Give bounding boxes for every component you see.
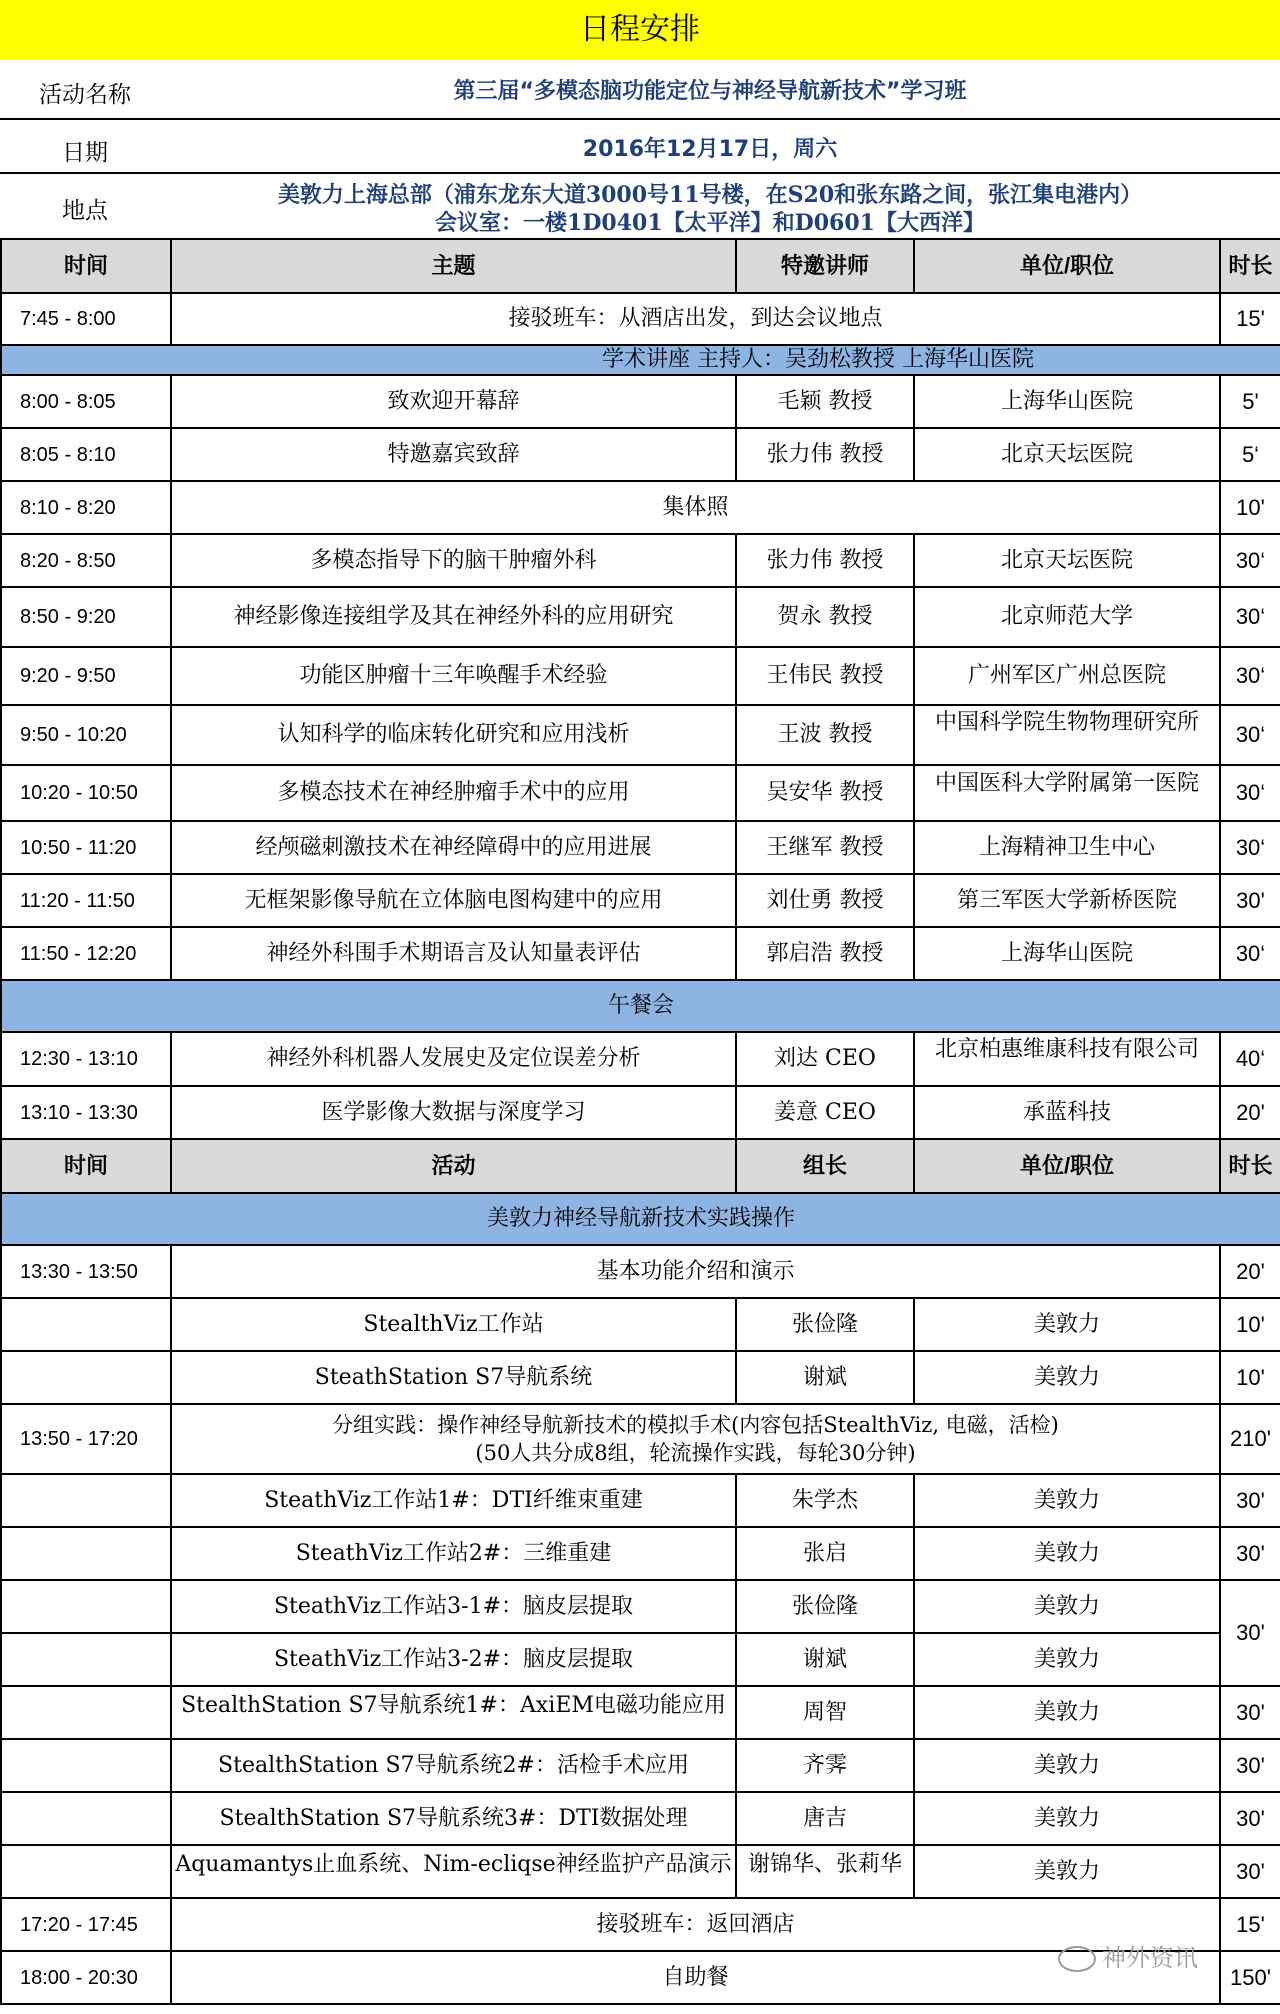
row-speaker: 郭启浩 教授 [736, 927, 914, 980]
table-row [1, 705, 1280, 765]
row-duration: 10' [1220, 1351, 1280, 1404]
row-time: 8:50 - 9:20 [1, 587, 171, 647]
row-duration: 5‘ [1220, 428, 1280, 481]
header-duration: 时长 [1220, 239, 1280, 293]
row-speaker: 贺永 教授 [736, 587, 914, 647]
table-row [1, 874, 1280, 927]
header-activity: 活动 [171, 1139, 736, 1193]
row-topic-text: Aquamantys止血系统、Nim-ecliqse神经监护产品演示 [175, 1851, 732, 1877]
header-topic: 主题 [171, 239, 736, 293]
row-duration: 30' [1220, 1474, 1280, 1527]
header-time: 时间 [1, 239, 171, 293]
page-title: 日程安排 [0, 0, 1280, 60]
header-unit: 单位/职位 [914, 239, 1220, 293]
row-speaker: 谢斌 [736, 1351, 914, 1404]
row-unit: 上海华山医院 [914, 375, 1220, 428]
row-unit: 美敦力 [914, 1792, 1220, 1845]
row-topic [171, 1686, 736, 1739]
row-speaker: 吴安华 教授 [736, 765, 914, 821]
table-row [1, 1086, 1280, 1139]
row-time: 10:50 - 11:20 [1, 821, 171, 874]
row-duration: 15' [1220, 293, 1280, 345]
row-unit [914, 765, 1220, 821]
row-time [1, 1739, 171, 1792]
row-unit: 美敦力 [914, 1739, 1220, 1792]
row-topic: 神经外科机器人发展史及定位误差分析 [171, 1032, 736, 1086]
row-speaker: 张启 [736, 1527, 914, 1580]
row-speaker: 周智 [736, 1686, 914, 1739]
section-lecture-title: 学术讲座 主持人：吴劲松教授 上海华山医院 [1, 345, 1280, 375]
group-line2: (50人共分成8组，轮流操作实践，每轮30分钟) [475, 1441, 916, 1465]
row-speaker: 王继军 教授 [736, 821, 914, 874]
row-unit: 北京师范大学 [914, 587, 1220, 647]
row-duration: 30‘ [1220, 534, 1280, 587]
table-row [1, 1474, 1280, 1527]
row-speaker: 毛颖 教授 [736, 375, 914, 428]
table-row [1, 1351, 1280, 1404]
row-duration: 30‘ [1220, 647, 1280, 705]
row-speaker: 朱学杰 [736, 1474, 914, 1527]
row-topic: SteathStation S7导航系统 [171, 1351, 736, 1404]
date-label: 日期 [62, 140, 108, 166]
row-time [1, 1298, 171, 1351]
row-topic: 功能区肿瘤十三年唤醒手术经验 [171, 647, 736, 705]
table-row [1, 765, 1280, 821]
row-time: 18:00 - 20:30 [1, 1951, 171, 2004]
table-row [1, 1633, 1280, 1686]
row-unit: 美敦力 [914, 1845, 1220, 1898]
header-time: 时间 [1, 1139, 171, 1193]
place-line1: 美敦力上海总部（浦东龙东大道3000号11号楼，在S20和张东路之间，张江集电港内） [277, 182, 1143, 208]
row-unit: 美敦力 [914, 1298, 1220, 1351]
row-time: 13:30 - 13:50 [1, 1245, 171, 1298]
table-row [1, 534, 1280, 587]
row-duration: 10' [1220, 1298, 1280, 1351]
section-lecture [1, 345, 1280, 375]
row-time: 10:20 - 10:50 [1, 765, 171, 821]
activity-name-row [0, 60, 1280, 120]
row-time [1, 1580, 171, 1633]
row-time: 9:50 - 10:20 [1, 705, 171, 765]
table-row [1, 1739, 1280, 1792]
row-activity: 接驳班车：返回酒店 [171, 1898, 1220, 1951]
activity-name-label: 活动名称 [39, 82, 131, 108]
row-unit: 广州军区广州总医院 [914, 647, 1220, 705]
row-time: 8:10 - 8:20 [1, 481, 171, 534]
row-duration: 40‘ [1220, 1032, 1280, 1086]
row-speaker: 刘仕勇 教授 [736, 874, 914, 927]
row-topic: StealthViz工作站 [171, 1298, 736, 1351]
wechat-icon [1058, 1946, 1096, 1972]
table-row [1, 1298, 1280, 1351]
table-header [1, 239, 1280, 293]
row-topic: 医学影像大数据与深度学习 [171, 1086, 736, 1139]
row-duration: 30' [1220, 1580, 1280, 1686]
row-unit: 北京天坛医院 [914, 428, 1220, 481]
row-unit: 上海精神卫生中心 [914, 821, 1220, 874]
row-time: 11:50 - 12:20 [1, 927, 171, 980]
activity-name-value: 第三届“多模态脑功能定位与神经导航新技术”学习班 [453, 79, 967, 104]
table-row [1, 1527, 1280, 1580]
row-topic: 神经影像连接组学及其在神经外科的应用研究 [171, 587, 736, 647]
row-topic: 多模态指导下的脑干肿瘤外科 [171, 534, 736, 587]
date-row [0, 120, 1280, 174]
row-duration: 30' [1220, 1686, 1280, 1739]
row-speaker: 张俭隆 [736, 1298, 914, 1351]
row-topic: StealthStation S7导航系统3#：DTI数据处理 [171, 1792, 736, 1845]
row-time: 11:20 - 11:50 [1, 874, 171, 927]
row-speaker: 王波 教授 [736, 705, 914, 765]
place-row [0, 174, 1280, 236]
row-unit-text: 中国医科大学附属第一医院 [934, 771, 1199, 796]
row-topic: SteathViz工作站3-2#：脑皮层提取 [171, 1633, 736, 1686]
date-value: 2016年12月17日，周六 [582, 137, 838, 162]
row-topic: 多模态技术在神经肿瘤手术中的应用 [171, 765, 736, 821]
table-row [1, 587, 1280, 647]
table-row [1, 375, 1280, 428]
table-row [1, 1792, 1280, 1845]
row-unit: 上海华山医院 [914, 927, 1220, 980]
table-row [1, 1845, 1280, 1898]
row-activity: 集体照 [171, 481, 1220, 534]
row-speaker: 王伟民 教授 [736, 647, 914, 705]
row-topic-text: StealthStation S7导航系统1#：AxiEM电磁功能应用 [181, 1692, 726, 1718]
row-duration: 5' [1220, 375, 1280, 428]
row-unit: 美敦力 [914, 1527, 1220, 1580]
row-time [1, 1474, 171, 1527]
header-duration: 时长 [1220, 1139, 1280, 1193]
row-time: 8:20 - 8:50 [1, 534, 171, 587]
row-duration: 30‘ [1220, 587, 1280, 647]
table-row [1, 1580, 1280, 1633]
row-duration: 30' [1220, 1739, 1280, 1792]
row-activity: 基本功能介绍和演示 [171, 1245, 1220, 1298]
row-time: 9:20 - 9:50 [1, 647, 171, 705]
section-practice [1, 1193, 1280, 1245]
row-duration: 30‘ [1220, 705, 1280, 765]
row-time: 8:05 - 8:10 [1, 428, 171, 481]
row-topic: SteathViz工作站1#：DTI纤维束重建 [171, 1474, 736, 1527]
row-duration: 150' [1220, 1951, 1280, 2004]
row-topic: 无框架影像导航在立体脑电图构建中的应用 [171, 874, 736, 927]
header-speaker: 特邀讲师 [736, 239, 914, 293]
row-unit [914, 705, 1220, 765]
row-duration: 30‘ [1220, 765, 1280, 821]
row-time: 13:50 - 17:20 [1, 1404, 171, 1474]
row-activity: 接驳班车：从酒店出发，到达会议地点 [171, 293, 1220, 345]
row-unit: 承蓝科技 [914, 1086, 1220, 1139]
row-time: 7:45 - 8:00 [1, 293, 171, 345]
row-speaker: 张力伟 教授 [736, 534, 914, 587]
row-duration: 15' [1220, 1898, 1280, 1951]
row-topic [171, 1845, 736, 1898]
table-header-practice [1, 1139, 1280, 1193]
row-time [1, 1351, 171, 1404]
row-topic: 神经外科围手术期语言及认知量表评估 [171, 927, 736, 980]
row-topic: 经颅磁刺激技术在神经障碍中的应用进展 [171, 821, 736, 874]
row-topic: 特邀嘉宾致辞 [171, 428, 736, 481]
table-row [1, 428, 1280, 481]
table-row [1, 1032, 1280, 1086]
row-time [1, 1792, 171, 1845]
table-row [1, 293, 1280, 345]
row-unit-text: 北京柏惠维康科技有限公司 [934, 1037, 1199, 1062]
row-unit: 美敦力 [914, 1580, 1220, 1633]
row-speaker: 唐吉 [736, 1792, 914, 1845]
table-row [1, 927, 1280, 980]
section-lunch-title: 午餐会 [1, 980, 1280, 1032]
row-duration: 30‘ [1220, 927, 1280, 980]
row-speaker: 刘达 CEO [736, 1032, 914, 1086]
table-row [1, 821, 1280, 874]
place-line2: 会议室：一楼1D0401【太平洋】和D0601【大西洋】 [435, 210, 985, 236]
row-duration: 30' [1220, 1792, 1280, 1845]
row-unit-text: 中国科学院生物物理研究所 [934, 710, 1199, 735]
row-speaker: 张力伟 教授 [736, 428, 914, 481]
table-row [1, 1245, 1280, 1298]
row-duration: 30' [1220, 874, 1280, 927]
row-unit: 美敦力 [914, 1351, 1220, 1404]
row-topic: StealthStation S7导航系统2#：活检手术应用 [171, 1739, 736, 1792]
row-unit: 美敦力 [914, 1474, 1220, 1527]
table-row [1, 1686, 1280, 1739]
section-practice-title: 美敦力神经导航新技术实践操作 [1, 1193, 1280, 1245]
group-line1: 分组实践：操作神经导航新技术的模拟手术(内容包括StealthViz, 电磁，活检) [332, 1413, 1059, 1437]
row-time: 17:20 - 17:45 [1, 1898, 171, 1951]
schedule-table [0, 238, 1280, 2005]
row-speaker-text: 谢锦华、张莉华 [747, 1851, 902, 1877]
table-row [1, 1404, 1280, 1474]
row-duration: 210' [1220, 1404, 1280, 1474]
row-time: 12:30 - 13:10 [1, 1032, 171, 1086]
row-duration: 30' [1220, 1527, 1280, 1580]
row-duration: 10' [1220, 481, 1280, 534]
row-duration: 20' [1220, 1086, 1280, 1139]
section-lunch [1, 980, 1280, 1032]
row-time: 13:10 - 13:30 [1, 1086, 171, 1139]
row-activity: 自助餐 [171, 1951, 1220, 2004]
row-duration: 30‘ [1220, 821, 1280, 874]
watermark-text: 神外资讯 [1102, 1944, 1198, 1972]
header-leader: 组长 [736, 1139, 914, 1193]
table-row [1, 647, 1280, 705]
row-unit: 美敦力 [914, 1633, 1220, 1686]
row-time [1, 1633, 171, 1686]
row-speaker: 谢斌 [736, 1633, 914, 1686]
header-unit: 单位/职位 [914, 1139, 1220, 1193]
row-activity [171, 1404, 1220, 1474]
watermark [1058, 1938, 1198, 1973]
place-label: 地点 [62, 198, 108, 224]
row-unit: 北京天坛医院 [914, 534, 1220, 587]
row-time [1, 1527, 171, 1580]
row-topic: SteathViz工作站3-1#：脑皮层提取 [171, 1580, 736, 1633]
row-duration: 30' [1220, 1845, 1280, 1898]
row-time [1, 1845, 171, 1898]
row-topic: 认知科学的临床转化研究和应用浅析 [171, 705, 736, 765]
row-time: 8:00 - 8:05 [1, 375, 171, 428]
row-unit: 第三军医大学新桥医院 [914, 874, 1220, 927]
table-row [1, 481, 1280, 534]
row-unit [914, 1032, 1220, 1086]
row-speaker: 齐霁 [736, 1739, 914, 1792]
row-duration: 20' [1220, 1245, 1280, 1298]
row-speaker: 张俭隆 [736, 1580, 914, 1633]
row-topic: SteathViz工作站2#：三维重建 [171, 1527, 736, 1580]
row-unit: 美敦力 [914, 1686, 1220, 1739]
row-time [1, 1686, 171, 1739]
row-speaker [736, 1845, 914, 1898]
row-topic: 致欢迎开幕辞 [171, 375, 736, 428]
row-speaker: 姜意 CEO [736, 1086, 914, 1139]
